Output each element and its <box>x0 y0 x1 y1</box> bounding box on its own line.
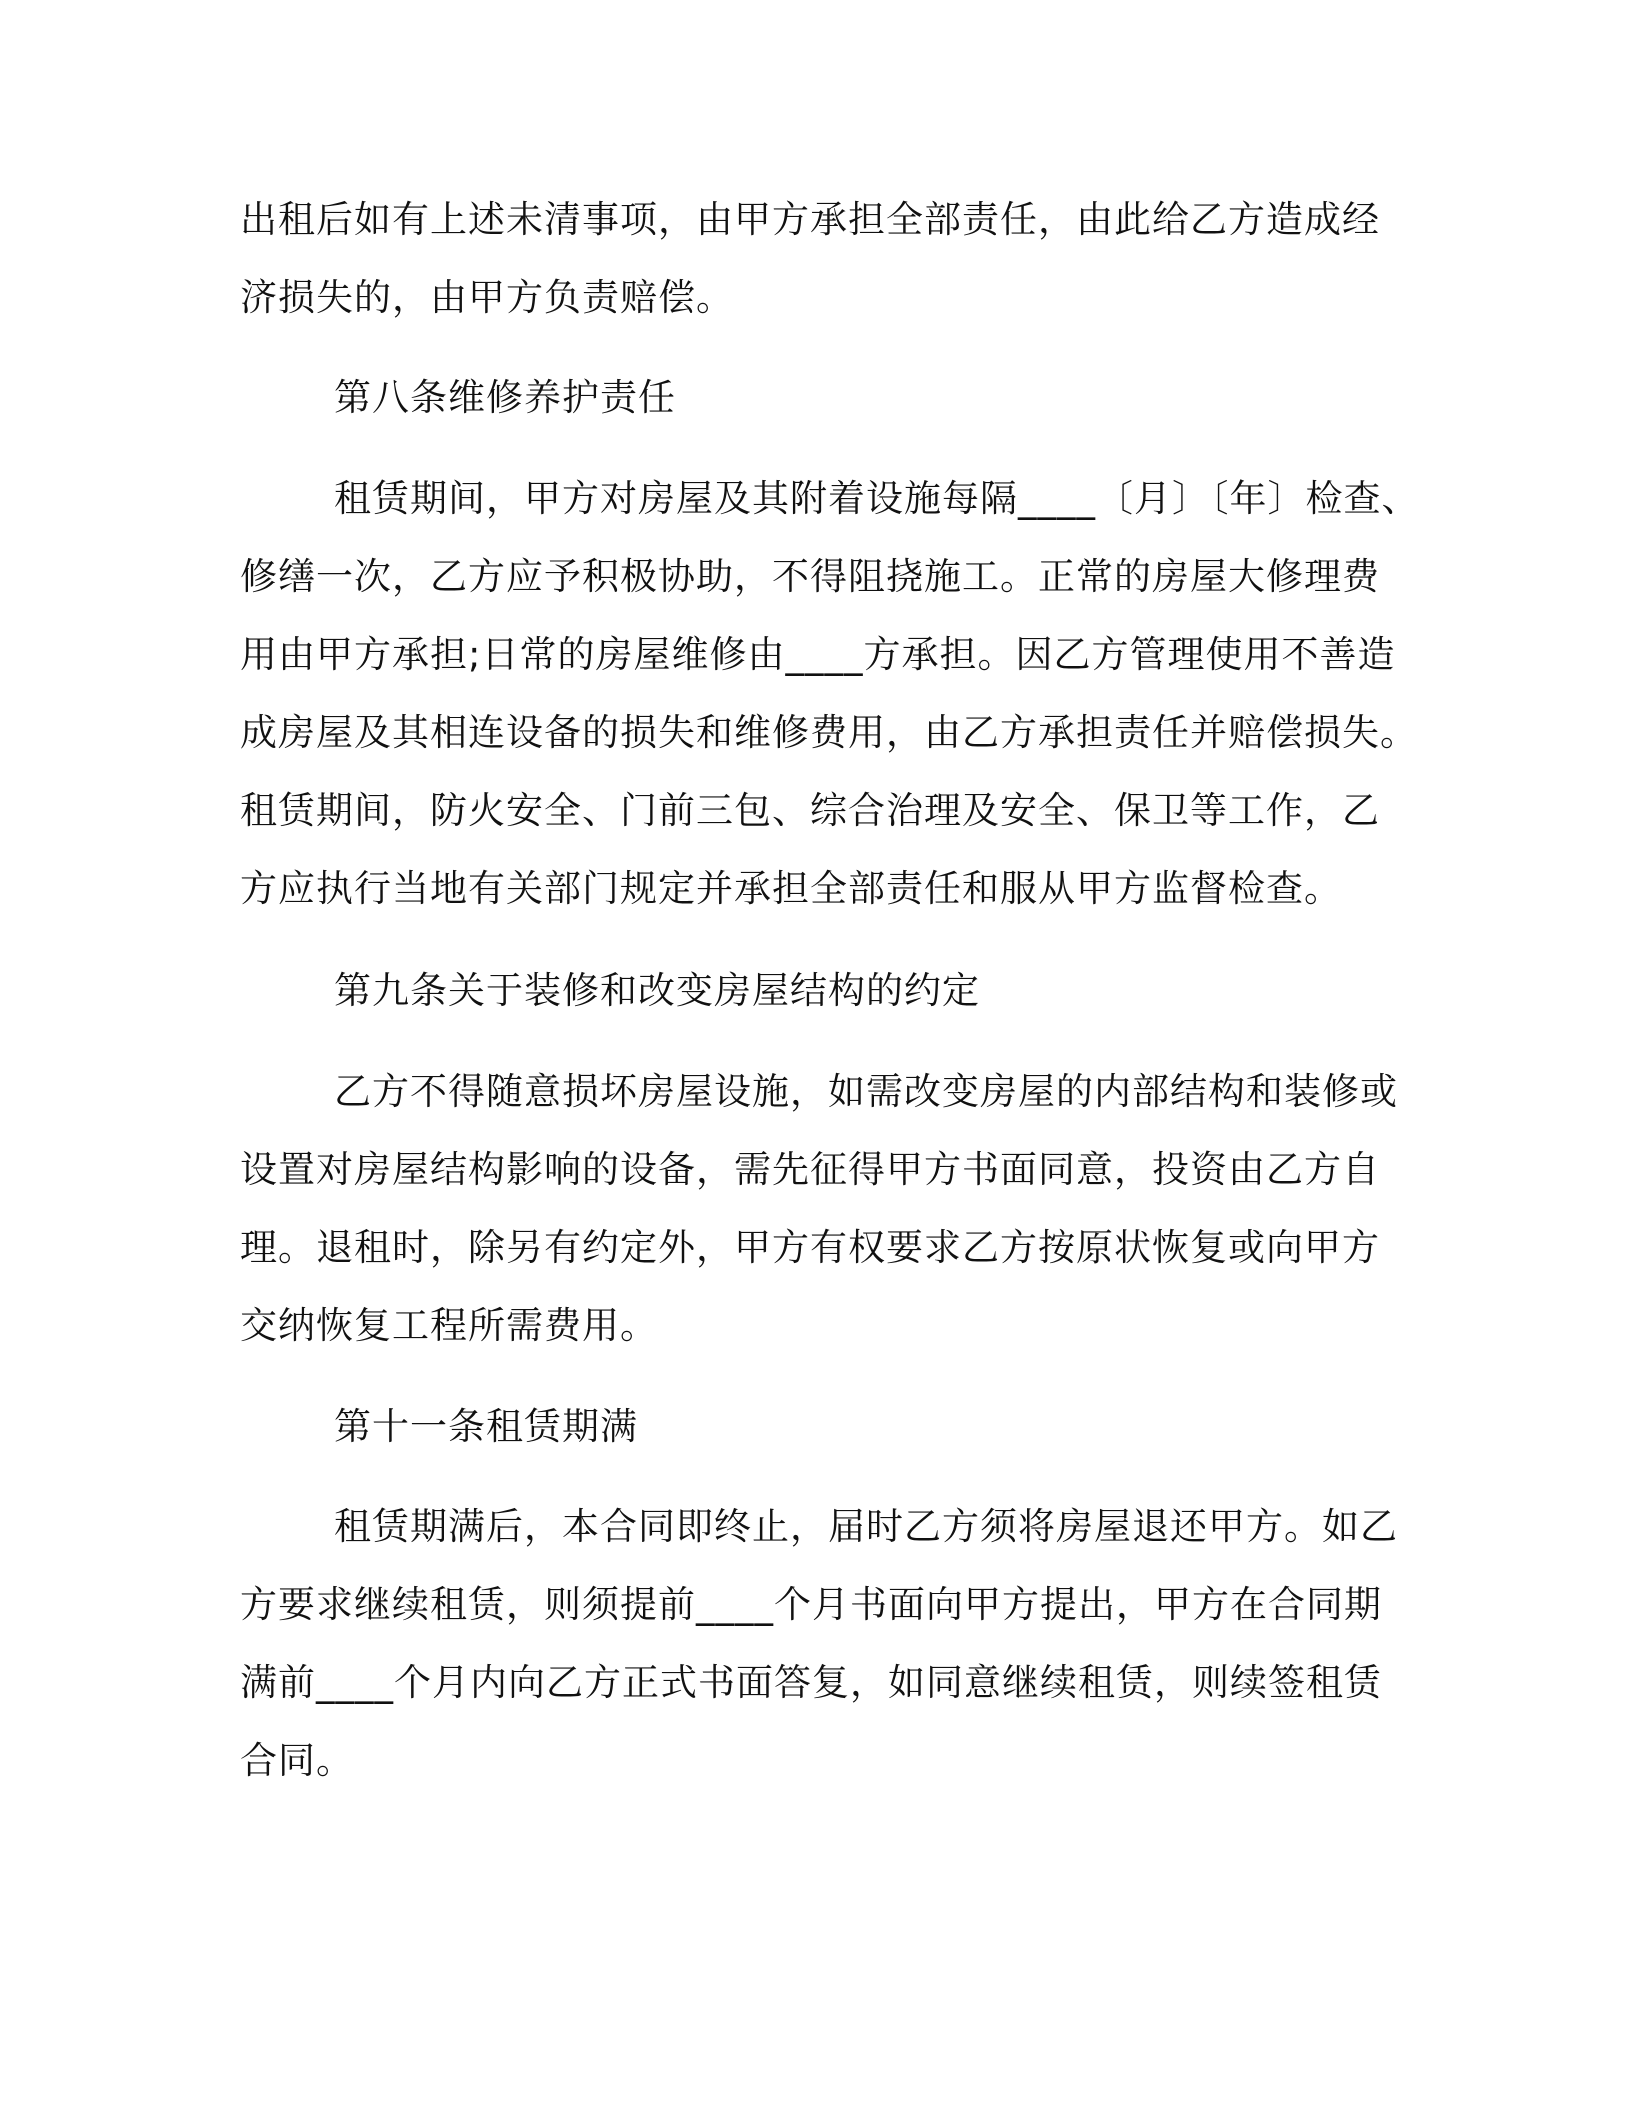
paragraph-line: 交纳恢复工程所需费用。 <box>240 1304 658 1347</box>
paragraph-line: 方应执行当地有关部门规定并承担全部责任和服从甲方监督检查。 <box>240 867 1342 910</box>
paragraph-line: 成房屋及其相连设备的损失和维修费用，由乙方承担责任并赔偿损失。 <box>240 711 1418 754</box>
paragraph-line: 用由甲方承担;日常的房屋维修由____方承担。因乙方管理使用不善造 <box>240 633 1396 676</box>
paragraph-line: 方要求继续租赁，则须提前____个月书面向甲方提出，甲方在合同期 <box>240 1583 1382 1626</box>
paragraph-line: 理。退租时，除另有约定外，甲方有权要求乙方按原状恢复或向甲方 <box>240 1226 1380 1269</box>
paragraph-line: 济损失的，由甲方负责赔偿。 <box>240 276 734 319</box>
paragraph-line: 设置对房屋结构影响的设备，需先征得甲方书面同意，投资由乙方自 <box>240 1148 1380 1191</box>
paragraph-line: 修缮一次，乙方应予积极协助，不得阻挠施工。正常的房屋大修理费 <box>240 555 1380 598</box>
paragraph-line: 租赁期满后，本合同即终止，届时乙方须将房屋退还甲方。如乙 <box>334 1505 1398 1548</box>
paragraph-line: 租赁期间，甲方对房屋及其附着设施每隔____〔月〕〔年〕检查、 <box>334 477 1420 520</box>
section-heading: 第十一条租赁期满 <box>334 1405 638 1448</box>
section-heading: 第八条维修养护责任 <box>334 376 676 419</box>
paragraph-line: 合同。 <box>240 1739 354 1782</box>
paragraph-line: 乙方不得随意损坏房屋设施，如需改变房屋的内部结构和装修或 <box>334 1070 1398 1113</box>
paragraph-line: 满前____个月内向乙方正式书面答复，如同意继续租赁，则续签租赁 <box>240 1661 1382 1704</box>
section-heading: 第九条关于装修和改变房屋结构的约定 <box>334 969 980 1012</box>
paragraph-line: 出租后如有上述未清事项，由甲方承担全部责任，由此给乙方造成经 <box>240 198 1380 241</box>
paragraph-line: 租赁期间，防火安全、门前三包、综合治理及安全、保卫等工作，乙 <box>240 789 1380 832</box>
